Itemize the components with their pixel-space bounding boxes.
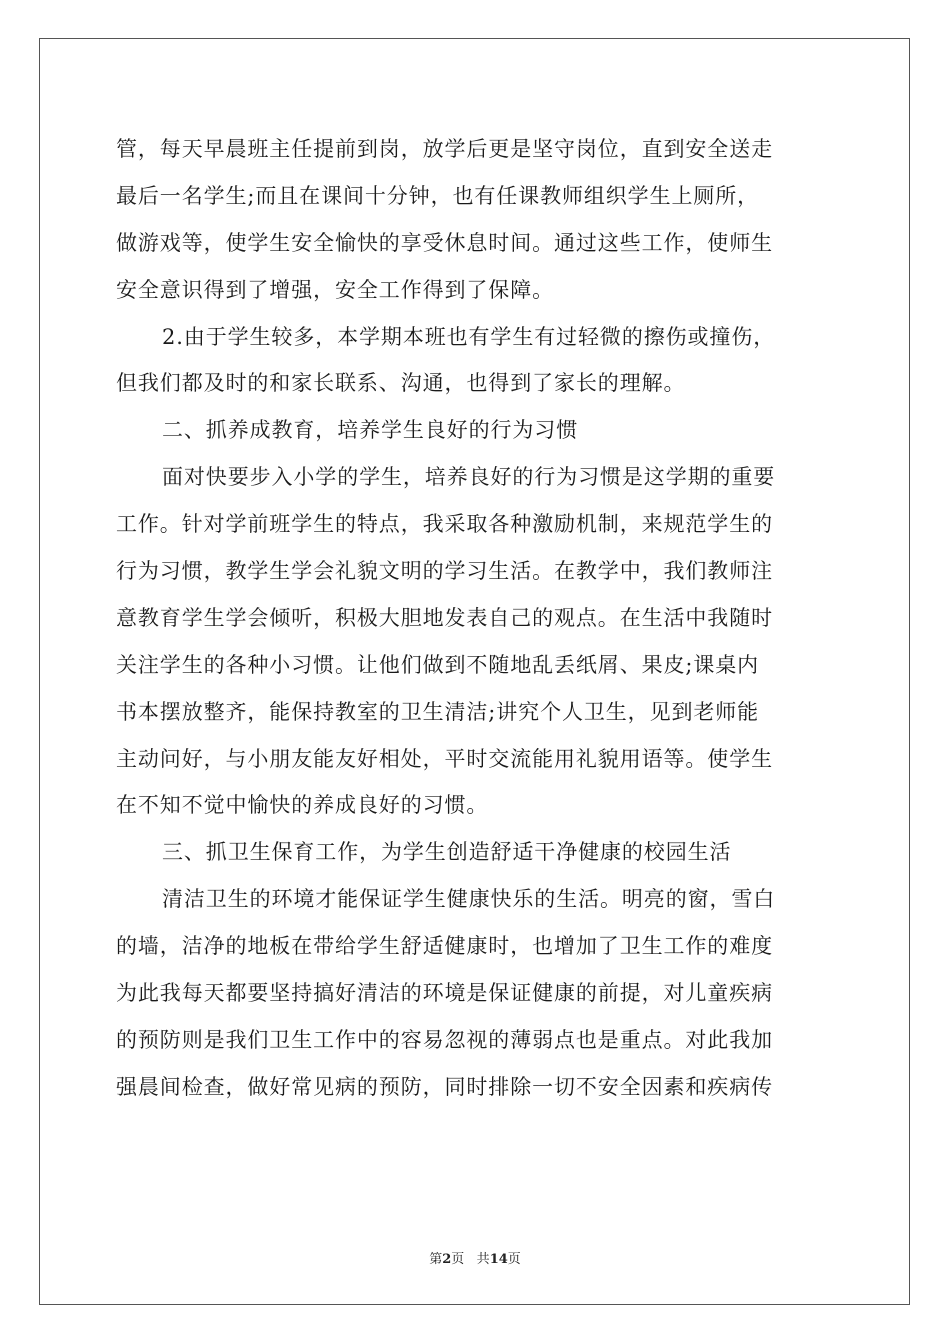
text-line: 三、抓卫生保育工作，为学生创造舒适干净健康的校园生活 <box>162 840 732 865</box>
text-line: 的预防则是我们卫生工作中的容易忽视的薄弱点也是重点。对此我加 <box>116 1027 773 1052</box>
text-line: 清洁卫生的环境才能保证学生健康快乐的生活。明亮的窗，雪白 <box>162 887 776 912</box>
current-page-number: 2 <box>442 1252 452 1267</box>
text-line: 管，每天早晨班主任提前到岗，放学后更是坚守岗位，直到安全送走 <box>116 137 773 161</box>
footer-total-suffix: 页 <box>507 1252 521 1267</box>
text-line: 面对快要步入小学的学生，培养良好的行为习惯是这学期的重要 <box>162 465 776 490</box>
text-line: 意教育学生学会倾听，积极大胆地发表自己的观点。在生活中我随时 <box>116 605 773 630</box>
text-line: 的墙，洁净的地板在带给学生舒适健康时，也增加了卫生工作的难度 <box>116 934 773 959</box>
text-line: 做游戏等，使学生安全愉快的享受休息时间。通过这些工作，使师生 <box>116 230 773 255</box>
document-body <box>116 126 836 1111</box>
page-footer <box>0 1248 950 1267</box>
text-line: 最后一名学生;而且在课间十分钟，也有任课教师组织学生上厕所， <box>116 183 760 208</box>
total-pages-number: 14 <box>489 1252 508 1267</box>
text-line: 书本摆放整齐，能保持教室的卫生清洁;讲究个人卫生，见到老师能 <box>116 699 760 724</box>
text-line: 为此我每天都要坚持搞好清洁的环境是保证健康的前提，对儿童疾病 <box>116 981 773 1006</box>
text-line: 强晨间检查，做好常见病的预防，同时排除一切不安全因素和疾病传 <box>116 1074 773 1099</box>
footer-total-prefix: 共 <box>476 1252 490 1267</box>
text-line: 但我们都及时的和家长联系、沟通，也得到了家长的理解。 <box>116 371 686 396</box>
text-line: 二、抓养成教育，培养学生良好的行为习惯 <box>162 418 579 443</box>
text-line: 主动问好，与小朋友能友好相处，平时交流能用礼貌用语等。使学生 <box>116 746 773 771</box>
text-line: 行为习惯，教学生学会礼貌文明的学习生活。在教学中，我们教师注 <box>116 559 773 584</box>
footer-prefix: 第 <box>429 1252 443 1267</box>
footer-page-suffix: 页 <box>451 1252 465 1267</box>
text-line: 工作。针对学前班学生的特点，我采取各种激励机制，来规范学生的 <box>116 512 773 537</box>
text-line: 在不知不觉中愉快的养成良好的习惯。 <box>116 793 489 818</box>
text-line: 2.由于学生较多，本学期本班也有学生有过轻微的擦伤或撞伤， <box>162 324 776 349</box>
text-line: 关注学生的各种小习惯。让他们做到不随地乱丢纸屑、果皮;课桌内 <box>116 652 760 677</box>
text-line: 安全意识得到了增强，安全工作得到了保障。 <box>116 277 554 302</box>
